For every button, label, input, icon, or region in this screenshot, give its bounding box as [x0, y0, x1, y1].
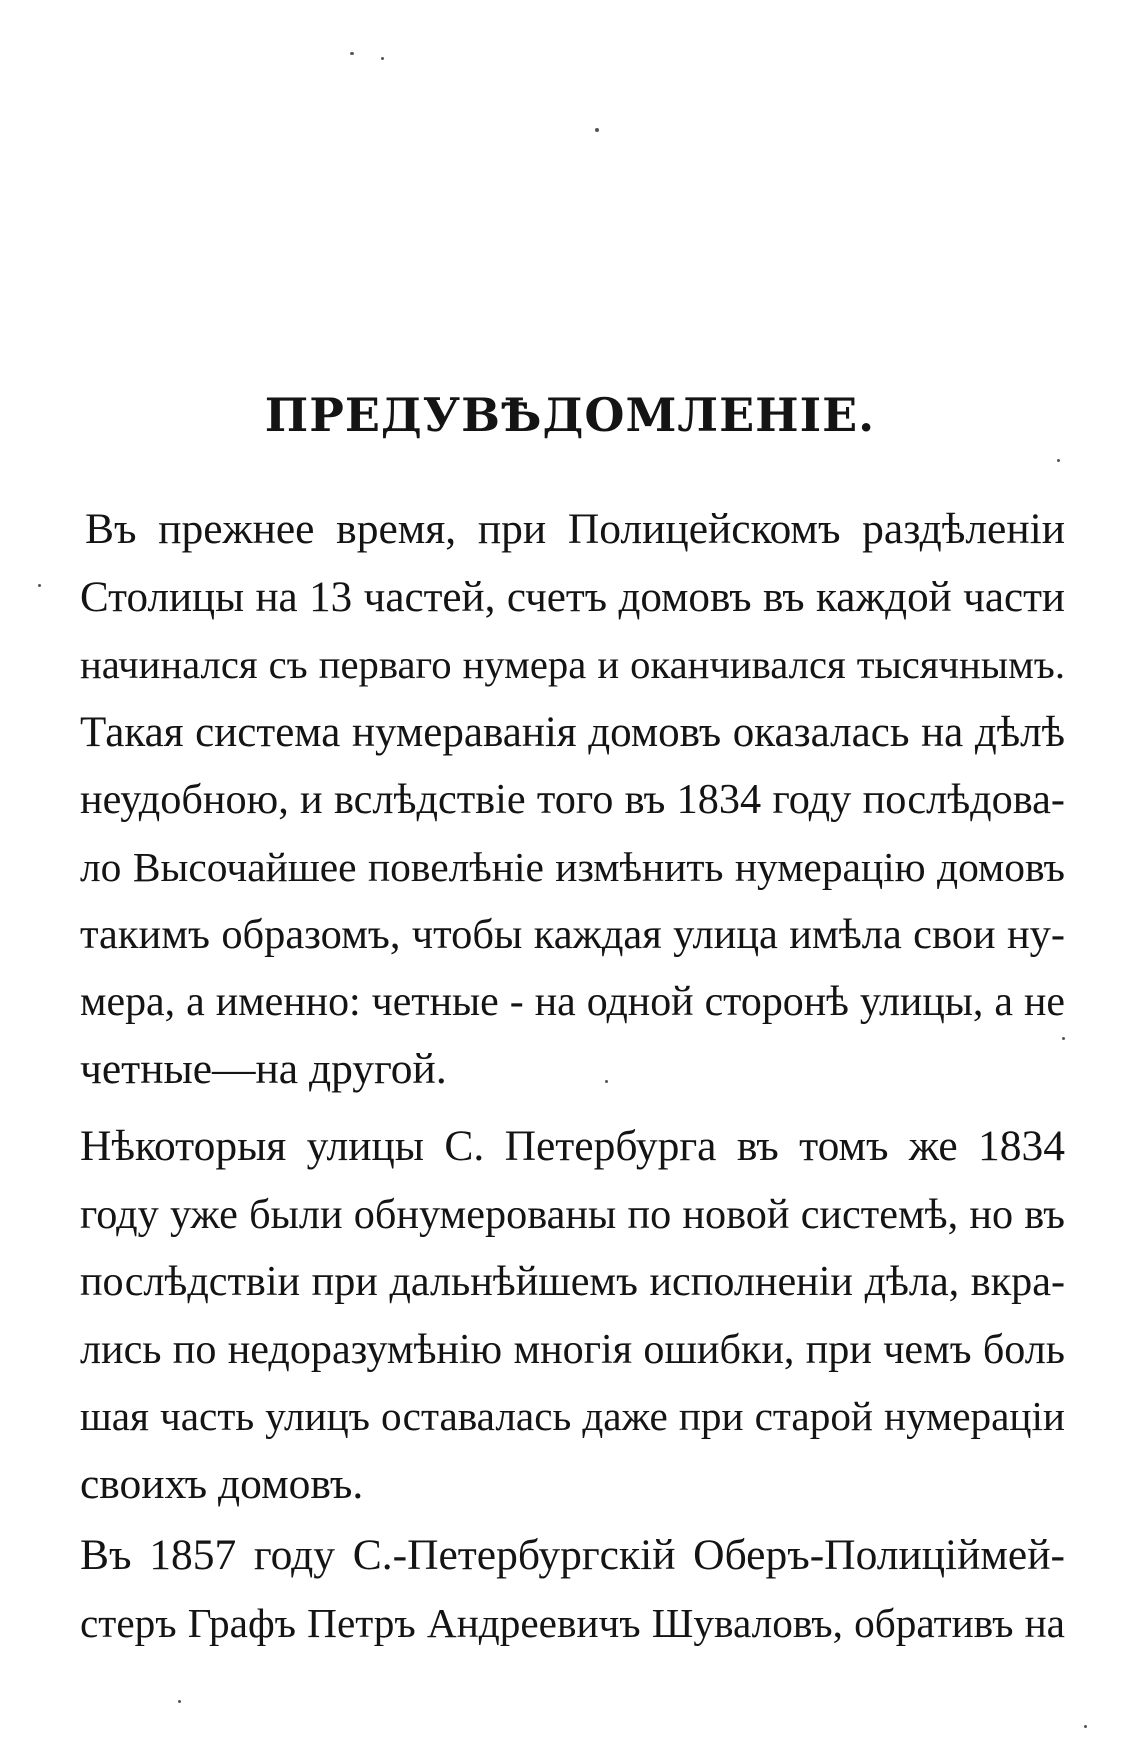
- scan-speck: [1062, 1037, 1065, 1040]
- text-line: году уже были обнумерованы по новой системѣ, но въ: [80, 1190, 1065, 1238]
- scan-speck: [350, 52, 354, 55]
- text-line: Нѣкоторыя улицы С. Петербурга въ томъ же 1834: [80, 1122, 1065, 1170]
- text-line: неудобною, и вслѣдствіе того въ 1834 году послѣдова-: [80, 776, 1065, 823]
- text-line: послѣдствіи при дальнѣйшемъ исполненіи дѣла, вкра-: [80, 1258, 1065, 1305]
- scan-speck: [38, 584, 41, 587]
- text-line: ло Высочайшее повелѣніе измѣнить нумерацію домовъ: [80, 843, 1065, 890]
- text-line: мера, а именно: четные - на одной сторонѣ улицы, а не: [80, 978, 1065, 1025]
- paragraph-1: [80, 496, 1065, 1104]
- text-line: Въ прежнее время, при Полицейскомъ раздѣленіи: [85, 505, 1065, 553]
- text-line: шая часть улицъ оставалась даже при старой нумераціи: [80, 1393, 1065, 1439]
- scan-speck: [1057, 459, 1060, 462]
- page-title: ПРЕДУВѢДОМЛЕНІЕ.: [264, 388, 876, 442]
- text-line: своихъ домовъ.: [80, 1459, 364, 1508]
- scan-speck: [605, 1080, 608, 1083]
- paragraph-2: [80, 1113, 1065, 1518]
- text-line: лись по недоразумѣнію многія ошибки, при чемъ боль: [80, 1325, 1065, 1373]
- text-line: Столицы на 13 частей, счетъ домовъ въ каждой части: [80, 573, 1065, 621]
- text-line: начинался съ перваго нумера и оканчивался тысячнымъ.: [80, 642, 1065, 687]
- text-line: такимъ образомъ, чтобы каждая улица имѣла свои ну-: [80, 911, 1065, 958]
- scan-speck: [595, 128, 599, 132]
- text-line: четные—на другой.: [80, 1045, 447, 1093]
- text-line: стеръ Графъ Петръ Андреевичъ Шуваловъ, обративъ на: [80, 1599, 1065, 1646]
- text-line: Въ 1857 году С.-Петербургскій Оберъ-Полиціймей-: [80, 1531, 1065, 1579]
- scan-speck: [1084, 1725, 1087, 1728]
- paragraph-3: [80, 1522, 1065, 1657]
- scan-speck: [381, 57, 384, 60]
- scan-speck: [178, 1700, 181, 1703]
- text-line: Такая система нумераванія домовъ оказалась на дѣлѣ: [80, 708, 1065, 756]
